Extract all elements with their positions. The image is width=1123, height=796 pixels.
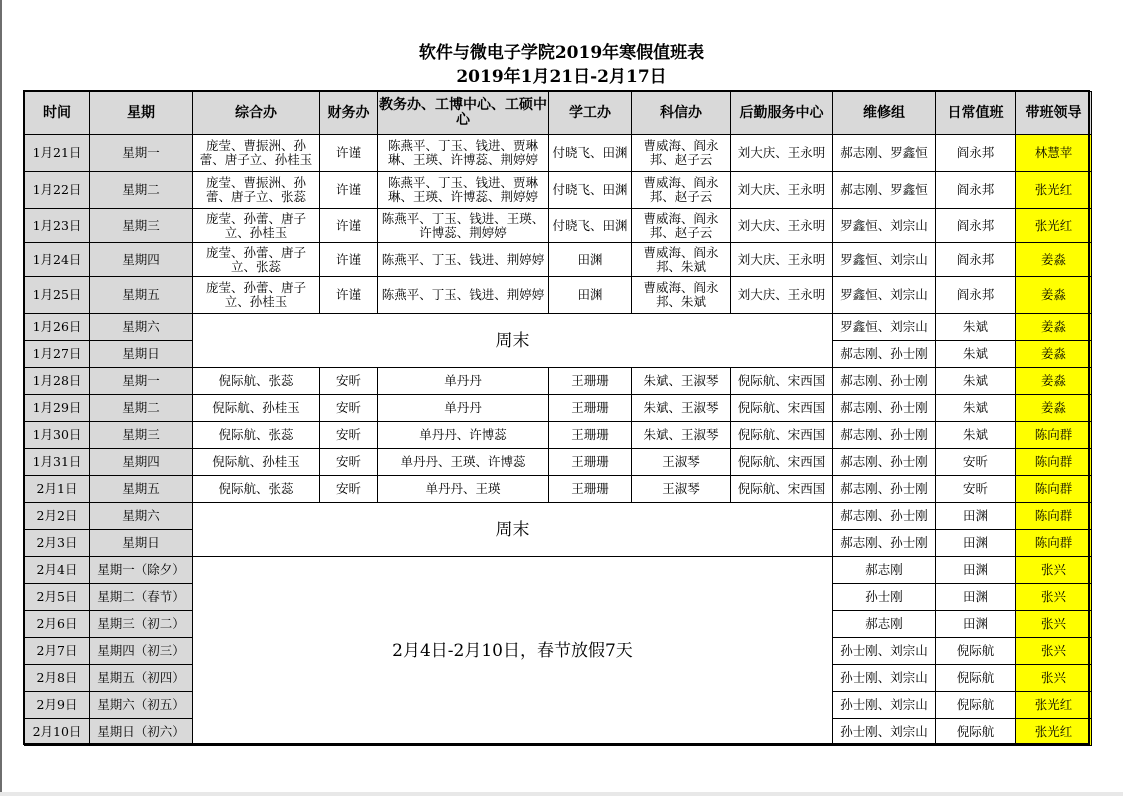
column-header: 日常值班 — [936, 92, 1016, 135]
weekday-cell: 星期三（初二） — [90, 611, 193, 638]
maintenance-cell: 孙士刚、刘宗山 — [833, 692, 936, 719]
table-row — [25, 277, 1092, 314]
date-cell: 1月26日 — [25, 314, 90, 341]
leader-cell: 张兴 — [1016, 584, 1092, 611]
daily-duty-cell: 阎永邦 — [936, 243, 1016, 277]
logistics-cell: 倪际航、宋西国 — [731, 449, 833, 476]
leader-cell: 张兴 — [1016, 557, 1092, 584]
leader-cell: 陈向群 — [1016, 503, 1092, 530]
academic-office-cell: 陈燕平、丁玉、钱进、贾琳琳、王瑛、许博蕊、荆婷婷 — [378, 172, 549, 209]
finance-office-cell: 许谨 — [320, 172, 378, 209]
student-affairs-cell: 付晓飞、田渊 — [549, 209, 632, 243]
student-affairs-cell: 付晓飞、田渊 — [549, 172, 632, 209]
science-info-cell: 王淑琴 — [632, 449, 731, 476]
weekday-cell: 星期一 — [90, 368, 193, 395]
science-info-cell: 曹威海、阎永邦、赵子云 — [632, 172, 731, 209]
header-row — [25, 92, 1092, 135]
date-cell: 1月27日 — [25, 341, 90, 368]
date-cell: 2月6日 — [25, 611, 90, 638]
general-office-cell: 庞莹、曹振洲、孙蕾、唐子立、孙桂玉 — [193, 135, 320, 172]
academic-office-cell: 单丹丹 — [378, 368, 549, 395]
science-info-cell: 曹威海、阎永邦、朱斌 — [632, 277, 731, 314]
logistics-cell: 刘大庆、王永明 — [731, 277, 833, 314]
weekday-cell: 星期二（春节） — [90, 584, 193, 611]
column-header: 维修组 — [833, 92, 936, 135]
leader-cell: 张兴 — [1016, 665, 1092, 692]
weekday-cell: 星期一 — [90, 135, 193, 172]
daily-duty-cell: 田渊 — [936, 503, 1016, 530]
leader-cell: 姜淼 — [1016, 243, 1092, 277]
weekday-cell: 星期五 — [90, 476, 193, 503]
academic-office-cell: 陈燕平、丁玉、钱进、贾琳琳、王瑛、许博蕊、荆婷婷 — [378, 135, 549, 172]
leader-cell: 陈向群 — [1016, 530, 1092, 557]
column-header: 带班领导 — [1016, 92, 1092, 135]
leader-cell: 陈向群 — [1016, 422, 1092, 449]
maintenance-cell: 郝志刚、罗鑫恒 — [833, 135, 936, 172]
maintenance-cell: 郝志刚 — [833, 611, 936, 638]
student-affairs-cell: 王珊珊 — [549, 422, 632, 449]
merged-note-cell: 周末 — [193, 503, 833, 557]
leader-cell: 张光红 — [1016, 172, 1092, 209]
leader-cell: 张兴 — [1016, 611, 1092, 638]
weekday-cell: 星期五（初四） — [90, 665, 193, 692]
science-info-cell: 王淑琴 — [632, 476, 731, 503]
weekday-cell: 星期四 — [90, 449, 193, 476]
finance-office-cell: 安昕 — [320, 476, 378, 503]
maintenance-cell: 罗鑫恒、刘宗山 — [833, 243, 936, 277]
daily-duty-cell: 安昕 — [936, 449, 1016, 476]
table-row — [25, 243, 1092, 277]
daily-duty-cell: 田渊 — [936, 584, 1016, 611]
date-cell: 2月2日 — [25, 503, 90, 530]
leader-cell: 姜淼 — [1016, 314, 1092, 341]
maintenance-cell: 郝志刚、孙士刚 — [833, 476, 936, 503]
page-subtitle-date-range: 2019年1月21日-2月17日 — [456, 67, 667, 87]
leader-cell: 姜淼 — [1016, 277, 1092, 314]
maintenance-cell: 郝志刚、孙士刚 — [833, 449, 936, 476]
duty-roster-table — [24, 91, 1092, 746]
maintenance-cell: 孙士刚、刘宗山 — [833, 665, 936, 692]
science-info-cell: 朱斌、王淑琴 — [632, 422, 731, 449]
student-affairs-cell: 付晓飞、田渊 — [549, 135, 632, 172]
column-header: 时间 — [25, 92, 90, 135]
maintenance-cell: 郝志刚、孙士刚 — [833, 422, 936, 449]
maintenance-cell: 孙士刚、刘宗山 — [833, 638, 936, 665]
weekday-cell: 星期日（初六） — [90, 719, 193, 746]
finance-office-cell: 安昕 — [320, 395, 378, 422]
daily-duty-cell: 阎永邦 — [936, 135, 1016, 172]
logistics-cell: 倪际航、宋西国 — [731, 476, 833, 503]
general-office-cell: 倪际航、孙桂玉 — [193, 449, 320, 476]
maintenance-cell: 郝志刚、孙士刚 — [833, 530, 936, 557]
table-row — [25, 476, 1092, 503]
academic-office-cell: 单丹丹、王瑛 — [378, 476, 549, 503]
maintenance-cell: 罗鑫恒、刘宗山 — [833, 277, 936, 314]
weekday-cell: 星期六 — [90, 314, 193, 341]
leader-cell: 张兴 — [1016, 638, 1092, 665]
daily-duty-cell: 田渊 — [936, 530, 1016, 557]
leader-cell: 姜淼 — [1016, 395, 1092, 422]
daily-duty-cell: 朱斌 — [936, 422, 1016, 449]
leader-cell: 陈向群 — [1016, 476, 1092, 503]
maintenance-cell: 郝志刚、孙士刚 — [833, 503, 936, 530]
column-header: 教务办、工博中心、工硕中心 — [378, 92, 549, 135]
logistics-cell: 刘大庆、王永明 — [731, 172, 833, 209]
date-cell: 1月31日 — [25, 449, 90, 476]
maintenance-cell: 郝志刚、孙士刚 — [833, 368, 936, 395]
general-office-cell: 倪际航、张蕊 — [193, 476, 320, 503]
general-office-cell: 庞莹、曹振洲、孙蕾、唐子立、张蕊 — [193, 172, 320, 209]
daily-duty-cell: 安昕 — [936, 476, 1016, 503]
daily-duty-cell: 倪际航 — [936, 665, 1016, 692]
date-cell: 1月21日 — [25, 135, 90, 172]
maintenance-cell: 孙士刚 — [833, 584, 936, 611]
table-row — [25, 172, 1092, 209]
science-info-cell: 曹威海、阎永邦、赵子云 — [632, 209, 731, 243]
maintenance-cell: 罗鑫恒、刘宗山 — [833, 209, 936, 243]
table-row — [25, 422, 1092, 449]
academic-office-cell: 单丹丹、许博蕊 — [378, 422, 549, 449]
weekday-cell: 星期日 — [90, 341, 193, 368]
column-header: 后勤服务中心 — [731, 92, 833, 135]
academic-office-cell: 陈燕平、丁玉、钱进、荆婷婷 — [378, 277, 549, 314]
logistics-cell: 倪际航、宋西国 — [731, 368, 833, 395]
date-cell: 2月7日 — [25, 638, 90, 665]
leader-cell: 张光红 — [1016, 719, 1092, 746]
table-row — [25, 209, 1092, 243]
weekday-cell: 星期六（初五） — [90, 692, 193, 719]
leader-cell: 姜淼 — [1016, 368, 1092, 395]
daily-duty-cell: 田渊 — [936, 557, 1016, 584]
logistics-cell: 倪际航、宋西国 — [731, 422, 833, 449]
logistics-cell: 刘大庆、王永明 — [731, 243, 833, 277]
leader-cell: 张光红 — [1016, 209, 1092, 243]
date-cell: 1月29日 — [25, 395, 90, 422]
maintenance-cell: 郝志刚、孙士刚 — [833, 395, 936, 422]
weekday-cell: 星期五 — [90, 277, 193, 314]
logistics-cell: 刘大庆、王永明 — [731, 135, 833, 172]
science-info-cell: 朱斌、王淑琴 — [632, 368, 731, 395]
leader-cell: 陈向群 — [1016, 449, 1092, 476]
date-cell: 1月22日 — [25, 172, 90, 209]
student-affairs-cell: 王珊珊 — [549, 368, 632, 395]
logistics-cell: 倪际航、宋西国 — [731, 395, 833, 422]
science-info-cell: 曹威海、阎永邦、赵子云 — [632, 135, 731, 172]
student-affairs-cell: 王珊珊 — [549, 449, 632, 476]
leader-cell: 姜淼 — [1016, 341, 1092, 368]
weekday-cell: 星期三 — [90, 209, 193, 243]
page-left-edge — [0, 0, 2, 796]
weekday-cell: 星期三 — [90, 422, 193, 449]
finance-office-cell: 许谨 — [320, 243, 378, 277]
table-row — [25, 368, 1092, 395]
general-office-cell: 庞莹、孙蕾、唐子立、孙桂玉 — [193, 277, 320, 314]
table-row — [25, 449, 1092, 476]
general-office-cell: 倪际航、孙桂玉 — [193, 395, 320, 422]
daily-duty-cell: 田渊 — [936, 611, 1016, 638]
table-row — [25, 135, 1092, 172]
finance-office-cell: 许谨 — [320, 135, 378, 172]
date-cell: 1月30日 — [25, 422, 90, 449]
science-info-cell: 朱斌、王淑琴 — [632, 395, 731, 422]
student-affairs-cell: 田渊 — [549, 243, 632, 277]
weekday-cell: 星期六 — [90, 503, 193, 530]
finance-office-cell: 安昕 — [320, 368, 378, 395]
date-cell: 1月25日 — [25, 277, 90, 314]
date-cell: 2月1日 — [25, 476, 90, 503]
general-office-cell: 庞莹、孙蕾、唐子立、孙桂玉 — [193, 209, 320, 243]
daily-duty-cell: 阎永邦 — [936, 172, 1016, 209]
daily-duty-cell: 阎永邦 — [936, 277, 1016, 314]
table-row — [25, 395, 1092, 422]
table-row — [25, 314, 1092, 341]
column-header: 财务办 — [320, 92, 378, 135]
maintenance-cell: 郝志刚、罗鑫恒 — [833, 172, 936, 209]
date-cell: 1月24日 — [25, 243, 90, 277]
date-cell: 1月28日 — [25, 368, 90, 395]
table-row — [25, 503, 1092, 530]
column-header: 科信办 — [632, 92, 731, 135]
weekday-cell: 星期二 — [90, 172, 193, 209]
daily-duty-cell: 倪际航 — [936, 719, 1016, 746]
weekday-cell: 星期一（除夕） — [90, 557, 193, 584]
leader-cell: 张光红 — [1016, 692, 1092, 719]
student-affairs-cell: 王珊珊 — [549, 476, 632, 503]
finance-office-cell: 安昕 — [320, 449, 378, 476]
academic-office-cell: 陈燕平、丁玉、钱进、荆婷婷 — [378, 243, 549, 277]
maintenance-cell: 罗鑫恒、刘宗山 — [833, 314, 936, 341]
column-header: 学工办 — [549, 92, 632, 135]
date-cell: 2月5日 — [25, 584, 90, 611]
student-affairs-cell: 王珊珊 — [549, 395, 632, 422]
finance-office-cell: 安昕 — [320, 422, 378, 449]
column-header: 综合办 — [193, 92, 320, 135]
date-cell: 2月9日 — [25, 692, 90, 719]
daily-duty-cell: 朱斌 — [936, 314, 1016, 341]
weekday-cell: 星期四 — [90, 243, 193, 277]
daily-duty-cell: 朱斌 — [936, 368, 1016, 395]
weekday-cell: 星期四（初三） — [90, 638, 193, 665]
daily-duty-cell: 倪际航 — [936, 692, 1016, 719]
table-row — [25, 557, 1092, 584]
date-cell: 1月23日 — [25, 209, 90, 243]
academic-office-cell: 单丹丹、王瑛、许博蕊 — [378, 449, 549, 476]
student-affairs-cell: 田渊 — [549, 277, 632, 314]
page-bottom-edge — [0, 792, 1123, 796]
maintenance-cell: 郝志刚 — [833, 557, 936, 584]
academic-office-cell: 单丹丹 — [378, 395, 549, 422]
daily-duty-cell: 倪际航 — [936, 638, 1016, 665]
daily-duty-cell: 朱斌 — [936, 341, 1016, 368]
general-office-cell: 庞莹、孙蕾、唐子立、张蕊 — [193, 243, 320, 277]
finance-office-cell: 许谨 — [320, 209, 378, 243]
merged-note-cell: 2月4日-2月10日，春节放假7天 — [193, 557, 833, 746]
logistics-cell: 刘大庆、王永明 — [731, 209, 833, 243]
column-header: 星期 — [90, 92, 193, 135]
date-cell: 2月3日 — [25, 530, 90, 557]
general-office-cell: 倪际航、张蕊 — [193, 368, 320, 395]
page-title: 软件与微电子学院2019年寒假值班表 — [418, 43, 705, 63]
daily-duty-cell: 阎永邦 — [936, 209, 1016, 243]
academic-office-cell: 陈燕平、丁玉、钱进、王瑛、许博蕊、荆婷婷 — [378, 209, 549, 243]
maintenance-cell: 孙士刚、刘宗山 — [833, 719, 936, 746]
daily-duty-cell: 朱斌 — [936, 395, 1016, 422]
weekday-cell: 星期日 — [90, 530, 193, 557]
date-cell: 2月10日 — [25, 719, 90, 746]
maintenance-cell: 郝志刚、孙士刚 — [833, 341, 936, 368]
science-info-cell: 曹威海、阎永邦、朱斌 — [632, 243, 731, 277]
merged-note-cell: 周末 — [193, 314, 833, 368]
weekday-cell: 星期二 — [90, 395, 193, 422]
leader-cell: 林慧苹 — [1016, 135, 1092, 172]
date-cell: 2月4日 — [25, 557, 90, 584]
date-cell: 2月8日 — [25, 665, 90, 692]
finance-office-cell: 许谨 — [320, 277, 378, 314]
general-office-cell: 倪际航、张蕊 — [193, 422, 320, 449]
